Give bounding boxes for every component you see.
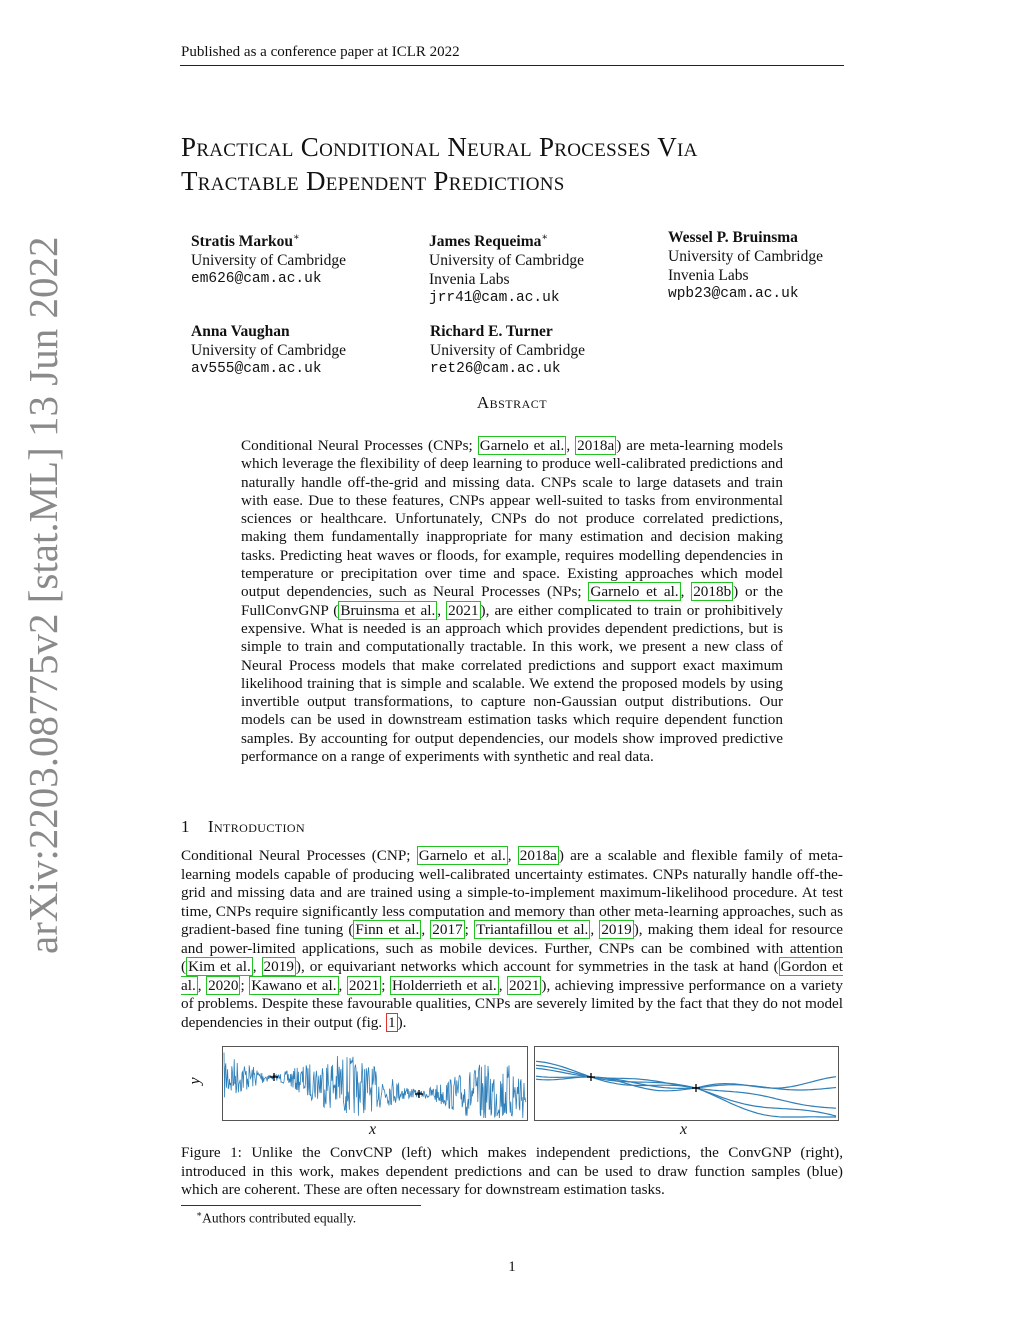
citation-link[interactable]: Garnelo et al. (479, 437, 565, 454)
citation-link[interactable]: 2021 (509, 976, 540, 994)
abstract-text: , (437, 601, 447, 619)
citation-link[interactable]: Gordon et al. (181, 958, 843, 994)
author-affiliation: Invenia Labs (668, 267, 749, 284)
footnote-rule (181, 1205, 421, 1206)
author-block (191, 228, 346, 289)
convgnp-samples-plot (535, 1047, 838, 1120)
intro-text: Conditional Neural Processes (CNP; (181, 847, 417, 864)
abstract-text: ) are meta-learning models which leverage the flexibility of deep learning to produce well-calibrated predictions and naturally handle off-the-grid and missing data. CNPs scale to large datasets and train with ease. Due to these features, CNPs appear well-suited to tasks from environmental sciences or healthcare. Unfortunately, CNPs do not produce correlated predictions, making them fundamentally inappropriate for many estimation and decision making tasks. Predicting heat waves or floods, for example, requires modelling dependencies in temperature or precipitation over time and space. Existing approaches which model output dependencies, such as Neural Processes (NPs; (241, 437, 783, 601)
section-number: 1 (181, 817, 190, 836)
citation-link[interactable]: 2018b (693, 583, 732, 601)
author-affiliation: University of Cambridge (668, 248, 823, 265)
author-block (191, 322, 346, 379)
intro-text: , (590, 921, 600, 938)
figure-y-axis-label: y (186, 1077, 204, 1085)
paper-title (181, 130, 698, 198)
author-block (668, 228, 823, 304)
citation-link[interactable]: 2018a (577, 437, 615, 454)
citation-link[interactable]: 2021 (348, 976, 380, 994)
citation-link[interactable]: Triantafillou et al. (476, 921, 589, 938)
author-block (429, 228, 584, 308)
page-number: 1 (508, 1259, 516, 1275)
abstract-text: , (566, 437, 576, 454)
author-email[interactable]: wpb23@cam.ac.uk (668, 286, 799, 302)
function-sample-line (536, 1076, 836, 1090)
author-affiliation: University of Cambridge (429, 252, 584, 270)
intro-text: , (338, 976, 347, 994)
citation-link[interactable]: 2019 (601, 921, 632, 938)
intro-text: ), achieving impressive performance on a variety of problems. Despite these favourable qualities, CNPs are severely limited by the fact that they do not model dependencies in their output (fig. (181, 976, 843, 1031)
running-header: Published as a conference paper at ICLR 2022 (181, 44, 460, 60)
header-rule (180, 65, 844, 66)
section-heading (181, 817, 305, 837)
author-name: Stratis Markou (191, 233, 294, 251)
author-affiliation: Invenia Labs (429, 271, 510, 289)
context-point-marker (692, 1084, 700, 1092)
citation-link[interactable]: 2017 (432, 921, 463, 938)
author-email[interactable]: em626@cam.ac.uk (191, 271, 322, 288)
intro-text: , (498, 976, 508, 994)
abstract-text: ), are either complicated to train or prohibitively expensive. What is needed is an approach which provides dependent predictions, but is simple to train and computationally tractable. In this work, we present a new class of Neural Process models that make correlated predictions and support exact maximum likelihood training that is simple and scalable. We extend the proposed models by using invertible output transformations, to capture non-Gaussian output distributions. Our models can be used in downstream estimation tasks which require dependent function samples. By accounting for output dependencies, our models show improved predictive performance on a range of experiments with synthetic and real data. (241, 601, 783, 766)
intro-text: , (507, 847, 518, 864)
abstract-body (241, 437, 783, 766)
footnote-mark: ∗ (196, 1209, 203, 1219)
citation-link[interactable]: Holderrieth et al. (391, 976, 497, 994)
intro-body (181, 847, 843, 1032)
abstract-text: Conditional Neural Processes (CNPs; (241, 437, 478, 454)
intro-text: , (421, 921, 431, 938)
figure-reference-link[interactable]: 1 (387, 1013, 396, 1031)
citation-link[interactable]: Kawano et al. (251, 976, 337, 994)
author-name: Anna Vaughan (191, 323, 290, 340)
author-email[interactable]: av555@cam.ac.uk (191, 361, 322, 377)
citation-link[interactable]: 2020 (208, 976, 239, 994)
intro-text: ), making them ideal for resource and power-limited applications, such as mobile devices. Further, CNPs can be combined with attention ( (181, 921, 843, 975)
intro-text: ; (464, 921, 475, 938)
author-affiliation: University of Cambridge (191, 342, 346, 359)
arxiv-identifier-stamp[interactable]: arXiv:2203.08775v2 [stat.ML] 13 Jun 2022 (20, 236, 66, 954)
intro-text: , (197, 976, 207, 994)
figure-panel-convgnp (534, 1046, 839, 1121)
citation-link[interactable]: Finn et al. (355, 921, 420, 938)
abstract-text: , (680, 583, 692, 601)
convgnp-function-samples (536, 1061, 836, 1117)
context-point-marker (587, 1073, 595, 1081)
author-name: Wessel P. Bruinsma (668, 229, 798, 246)
intro-text: , (252, 958, 262, 975)
intro-text: ). (397, 1013, 407, 1031)
convcnp-noise-plot (223, 1047, 527, 1120)
author-email[interactable]: jrr41@cam.ac.uk (429, 290, 560, 307)
figure-x-axis-label-right: x (680, 1121, 688, 1138)
citation-link[interactable]: Garnelo et al. (590, 583, 679, 601)
equal-contribution-mark: ∗ (293, 232, 300, 243)
author-name: James Requeima (429, 233, 542, 251)
author-name: Richard E. Turner (430, 323, 553, 340)
section-title: Introduction (207, 817, 306, 836)
figure-caption: Figure 1: Unlike the ConvCNP (left) which makes independent predictions, the ConvGNP (right), introduced in this work, makes dependent predictions and can be used to draw function samples (blue) which are coherent. These are often necessary for downstream estimation tasks. (181, 1144, 843, 1198)
author-email[interactable]: ret26@cam.ac.uk (430, 361, 561, 377)
author-block (430, 322, 585, 379)
author-affiliation: University of Cambridge (430, 342, 585, 359)
equal-contribution-mark: ∗ (541, 232, 549, 243)
intro-text: ; (381, 976, 390, 994)
citation-link[interactable]: Bruinsma et al. (340, 601, 436, 619)
citation-link[interactable]: 2021 (448, 601, 479, 619)
footnote (196, 1209, 356, 1227)
citation-link[interactable]: Garnelo et al. (418, 847, 506, 864)
figure-panel-convcnp (222, 1046, 528, 1121)
intro-text: ) are a scalable and flexible family of meta-learning models capable of producing well-calibrated uncertainty estimates. CNPs naturally handle off-the-grid and missing data and are trained using a simple-to-implement maximum-likelihood procedure. At test time, CNPs require significantly less computation and memory than other meta-learning approaches, such as gradient-based fine tuning ( (181, 847, 843, 938)
citation-link[interactable]: 2018a (519, 847, 557, 864)
intro-text: ; (240, 976, 250, 994)
title-line-1: Practical Conditional Neural Processes Via (181, 132, 698, 162)
abstract-heading: Abstract (476, 393, 548, 412)
citation-link[interactable]: Kim et al. (188, 958, 251, 975)
figure-x-axis-label-left: x (369, 1121, 377, 1138)
citation-link[interactable]: 2019 (263, 958, 294, 975)
abstract-text: ) or the FullConvGNP ( (241, 583, 784, 619)
title-line-2: Tractable Dependent Predictions (181, 166, 565, 196)
intro-text: ), or equivariant networks which account for symmetries in the task at hand ( (295, 958, 779, 975)
footnote-text: Authors contributed equally. (202, 1210, 357, 1226)
author-affiliation: University of Cambridge (191, 252, 346, 270)
convcnp-prediction-trace (224, 1053, 526, 1119)
